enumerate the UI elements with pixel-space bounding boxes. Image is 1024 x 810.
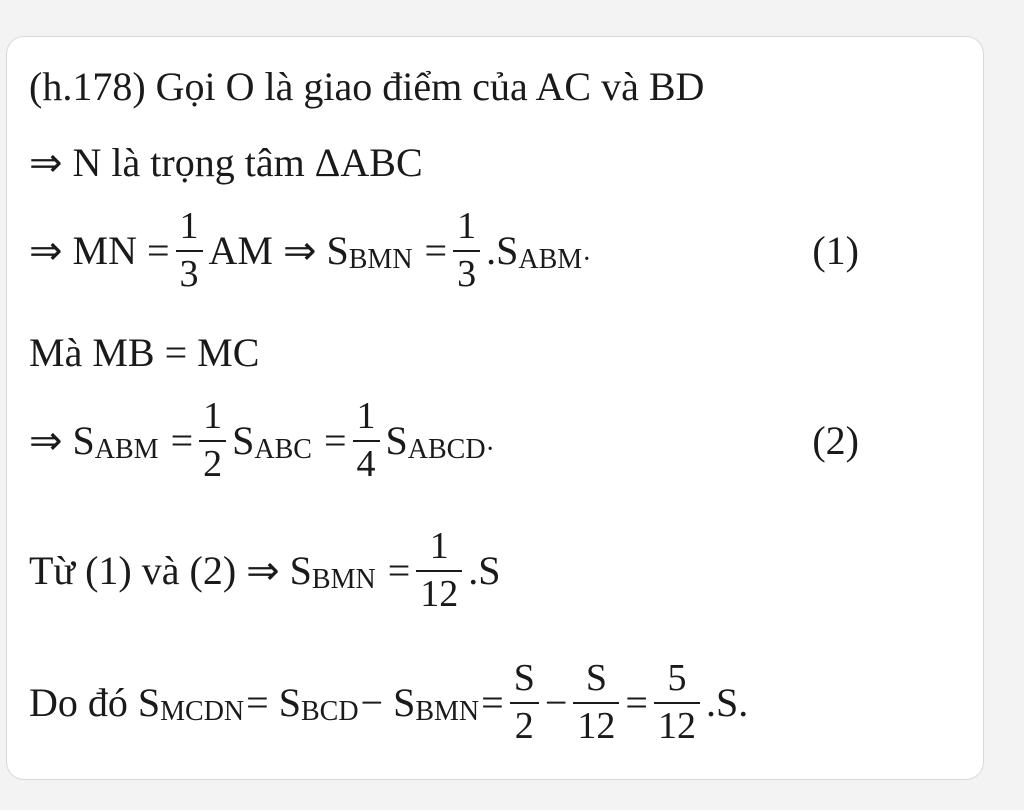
line-3-part-d: .S bbox=[486, 228, 519, 274]
line-7-part-b: = S bbox=[246, 680, 301, 726]
fraction-numerator: 1 bbox=[429, 525, 449, 567]
equals-sign: = bbox=[387, 548, 411, 594]
line-2 bbox=[29, 140, 423, 185]
fraction-denominator: 12 bbox=[577, 705, 616, 748]
solution-card bbox=[6, 36, 984, 780]
fraction-bar bbox=[176, 250, 203, 253]
fraction-denominator: 2 bbox=[203, 443, 223, 486]
subscript-abm: ABM· bbox=[518, 244, 592, 276]
subscript-bmn: BMN bbox=[348, 244, 413, 276]
fraction-bar bbox=[573, 702, 619, 705]
line-3 bbox=[29, 207, 859, 295]
subscript-bcd: BCD bbox=[300, 696, 359, 728]
line-4 bbox=[29, 330, 260, 375]
fraction-s-2 bbox=[510, 659, 539, 747]
subscript-mcdn: MCDN bbox=[160, 696, 245, 728]
subscript-abm: ABM bbox=[94, 434, 159, 466]
equation-label-1: (1) bbox=[812, 228, 859, 274]
equals-sign: = bbox=[170, 418, 194, 464]
line-1-text: (h.178) Gọi O là giao điểm của AC và BD bbox=[29, 64, 705, 109]
fraction-bar bbox=[353, 440, 380, 443]
fraction-denominator: 2 bbox=[514, 705, 534, 748]
subscript-bmn: BMN bbox=[311, 564, 376, 596]
line-7-part-a: Do đó S bbox=[29, 680, 161, 726]
fraction-bar bbox=[654, 702, 700, 705]
subscript-abcd: ABCD· bbox=[407, 434, 495, 466]
fraction-numerator: S bbox=[513, 657, 535, 699]
equation-label-2: (2) bbox=[812, 418, 859, 464]
fraction-numerator: 5 bbox=[667, 657, 687, 699]
line-3-part-b: AM ⇒ S bbox=[208, 228, 349, 274]
line-7-part-g: .S. bbox=[705, 680, 749, 726]
line-6 bbox=[29, 527, 501, 615]
fraction-numerator: S bbox=[585, 657, 607, 699]
equals-sign: = bbox=[424, 228, 448, 274]
fraction-bar bbox=[199, 440, 226, 443]
line-5-part-c: S bbox=[232, 418, 255, 464]
fraction-bar bbox=[510, 702, 539, 705]
fraction-5-12 bbox=[654, 659, 700, 747]
fraction-1-12 bbox=[416, 527, 462, 615]
fraction-numerator: 1 bbox=[356, 395, 376, 437]
line-5-part-e: S bbox=[385, 418, 408, 464]
equals-sign: = bbox=[481, 680, 504, 726]
line-5 bbox=[29, 397, 859, 485]
line-3-part-a: ⇒ MN = bbox=[29, 228, 170, 274]
fraction-numerator: 1 bbox=[179, 205, 199, 247]
fraction-1-3 bbox=[176, 207, 203, 295]
subscript-abc: ABC bbox=[254, 434, 312, 466]
line-2-text: ⇒ N là trọng tâm ΔABC bbox=[29, 140, 423, 185]
fraction-denominator: 4 bbox=[356, 443, 376, 486]
line-4-text: Mà MB = MC bbox=[29, 330, 260, 375]
fraction-1-2 bbox=[199, 397, 226, 485]
line-6-part-a: Từ (1) và (2) ⇒ S bbox=[29, 548, 312, 594]
fraction-1-4 bbox=[353, 397, 380, 485]
fraction-1-3-b bbox=[453, 207, 480, 295]
subscript-bmn: BMN bbox=[415, 696, 480, 728]
line-6-part-c: .S bbox=[468, 548, 501, 594]
fraction-bar bbox=[453, 250, 480, 253]
fraction-numerator: 1 bbox=[203, 395, 223, 437]
fraction-denominator: 3 bbox=[457, 253, 477, 296]
line-1 bbox=[29, 64, 705, 109]
fraction-s-12 bbox=[573, 659, 619, 747]
line-7 bbox=[29, 659, 748, 747]
minus-sign: − bbox=[544, 680, 568, 726]
line-7-part-c: − S bbox=[360, 680, 416, 726]
equals-sign: = bbox=[625, 680, 648, 726]
equals-sign: = bbox=[323, 418, 347, 464]
fraction-denominator: 12 bbox=[420, 573, 459, 616]
fraction-denominator: 3 bbox=[179, 253, 199, 296]
fraction-denominator: 12 bbox=[657, 705, 696, 748]
line-5-part-a: ⇒ S bbox=[29, 418, 95, 464]
fraction-numerator: 1 bbox=[457, 205, 477, 247]
fraction-bar bbox=[416, 570, 462, 573]
